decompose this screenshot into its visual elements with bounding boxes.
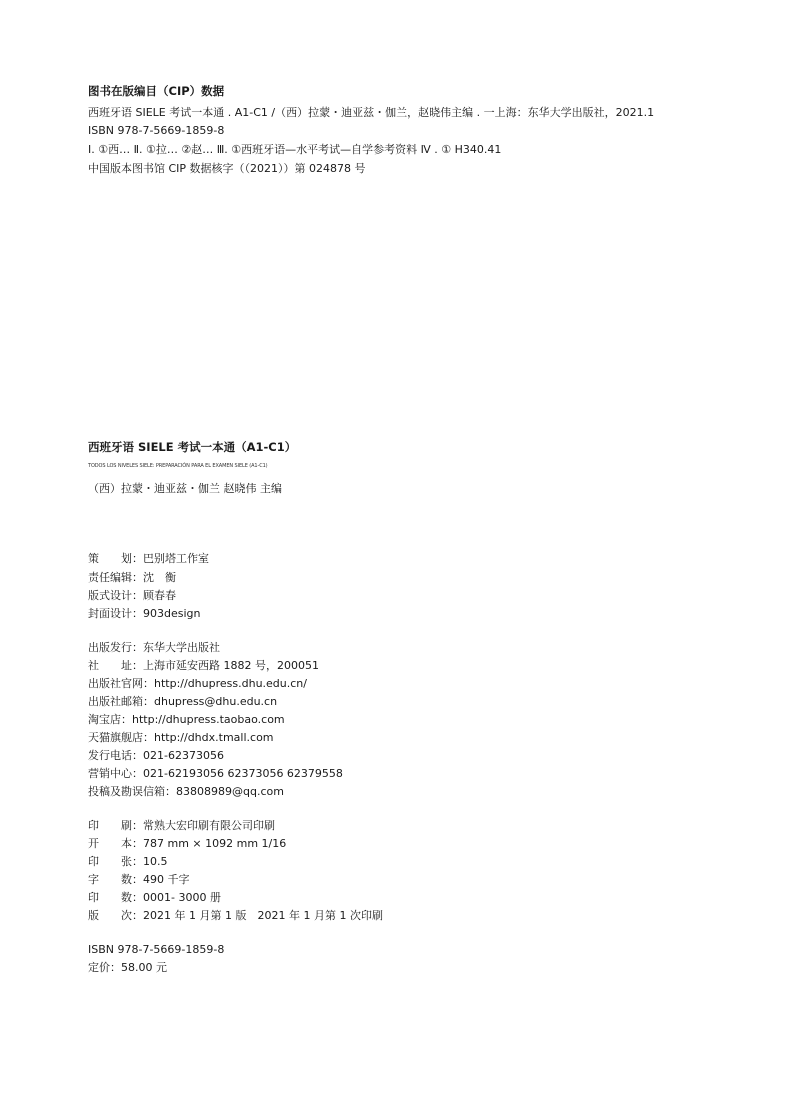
publisher-line: 天猫旗舰店：http://dhdx.tmall.com	[88, 731, 274, 744]
printing-line: 印 数：0001- 3000 册	[88, 891, 221, 904]
isbn: ISBN 978-7-5669-1859-8	[88, 943, 225, 956]
printing-line: 印 刷：常熟大宏印刷有限公司印刷	[88, 819, 275, 832]
publisher-line: 发行电话：021-62373056	[88, 749, 224, 762]
cip-line: 中国版本图书馆 CIP 数据核字（（2021））第 024878 号	[88, 162, 366, 175]
printing-line: 字 数：490 千字	[88, 873, 190, 886]
cip-line: 西班牙语 SIELE 考试一本通 . A1-C1 /（西）拉蒙・迪亚兹・伽兰，赵晓伟主编 . 一上海：东华大学出版社，2021.1	[88, 106, 655, 119]
cip-line: ISBN 978-7-5669-1859-8	[88, 124, 225, 137]
book-authors: （西）拉蒙・迪亚兹・伽兰 赵晓伟 主编	[88, 482, 282, 495]
publisher-line: 营销中心：021-62193056 62373056 62379558	[88, 767, 343, 780]
credit-line: 责任编辑：沈 衡	[88, 571, 176, 584]
printing-line: 版 次：2021 年 1 月第 1 版 2021 年 1 月第 1 次印刷	[88, 909, 383, 922]
publisher-line: 社 址：上海市延安西路 1882 号，200051	[88, 659, 319, 672]
book-title: 西班牙语 SIELE 考试一本通（A1-C1）	[88, 440, 297, 454]
publisher-line: 投稿及勘误信箱：83808989@qq.com	[88, 785, 284, 798]
publisher-line: 出版社邮箱：dhupress@dhu.edu.cn	[88, 695, 278, 708]
publisher-line: 出版社官网：http://dhupress.dhu.edu.cn/	[88, 677, 307, 690]
printing-line: 印 张：10.5	[88, 855, 168, 868]
credit-line: 封面设计：903design	[88, 607, 201, 620]
cip-line: Ⅰ. ①西… Ⅱ. ①拉… ②赵… Ⅲ. ①西班牙语—水平考试—自学参考资料 Ⅳ . ① H340.41	[88, 143, 502, 156]
printing-line: 开 本：787 mm × 1092 mm 1/16	[88, 837, 287, 850]
publisher-line: 淘宝店：http://dhupress.taobao.com	[88, 713, 285, 726]
credit-line: 策 划：巴别塔工作室	[88, 552, 209, 565]
book-subtitle: TODOS LOS NIVELES SIELE: PREPARACIÓN PARA EL EXAMEN SIELE (A1-C1)	[88, 463, 268, 469]
cip-heading: 图书在版编目（CIP）数据	[88, 84, 225, 98]
publisher-line: 出版发行：东华大学出版社	[88, 641, 220, 654]
price: 定价：58.00 元	[88, 961, 167, 974]
credit-line: 版式设计：顾春春	[88, 589, 176, 602]
